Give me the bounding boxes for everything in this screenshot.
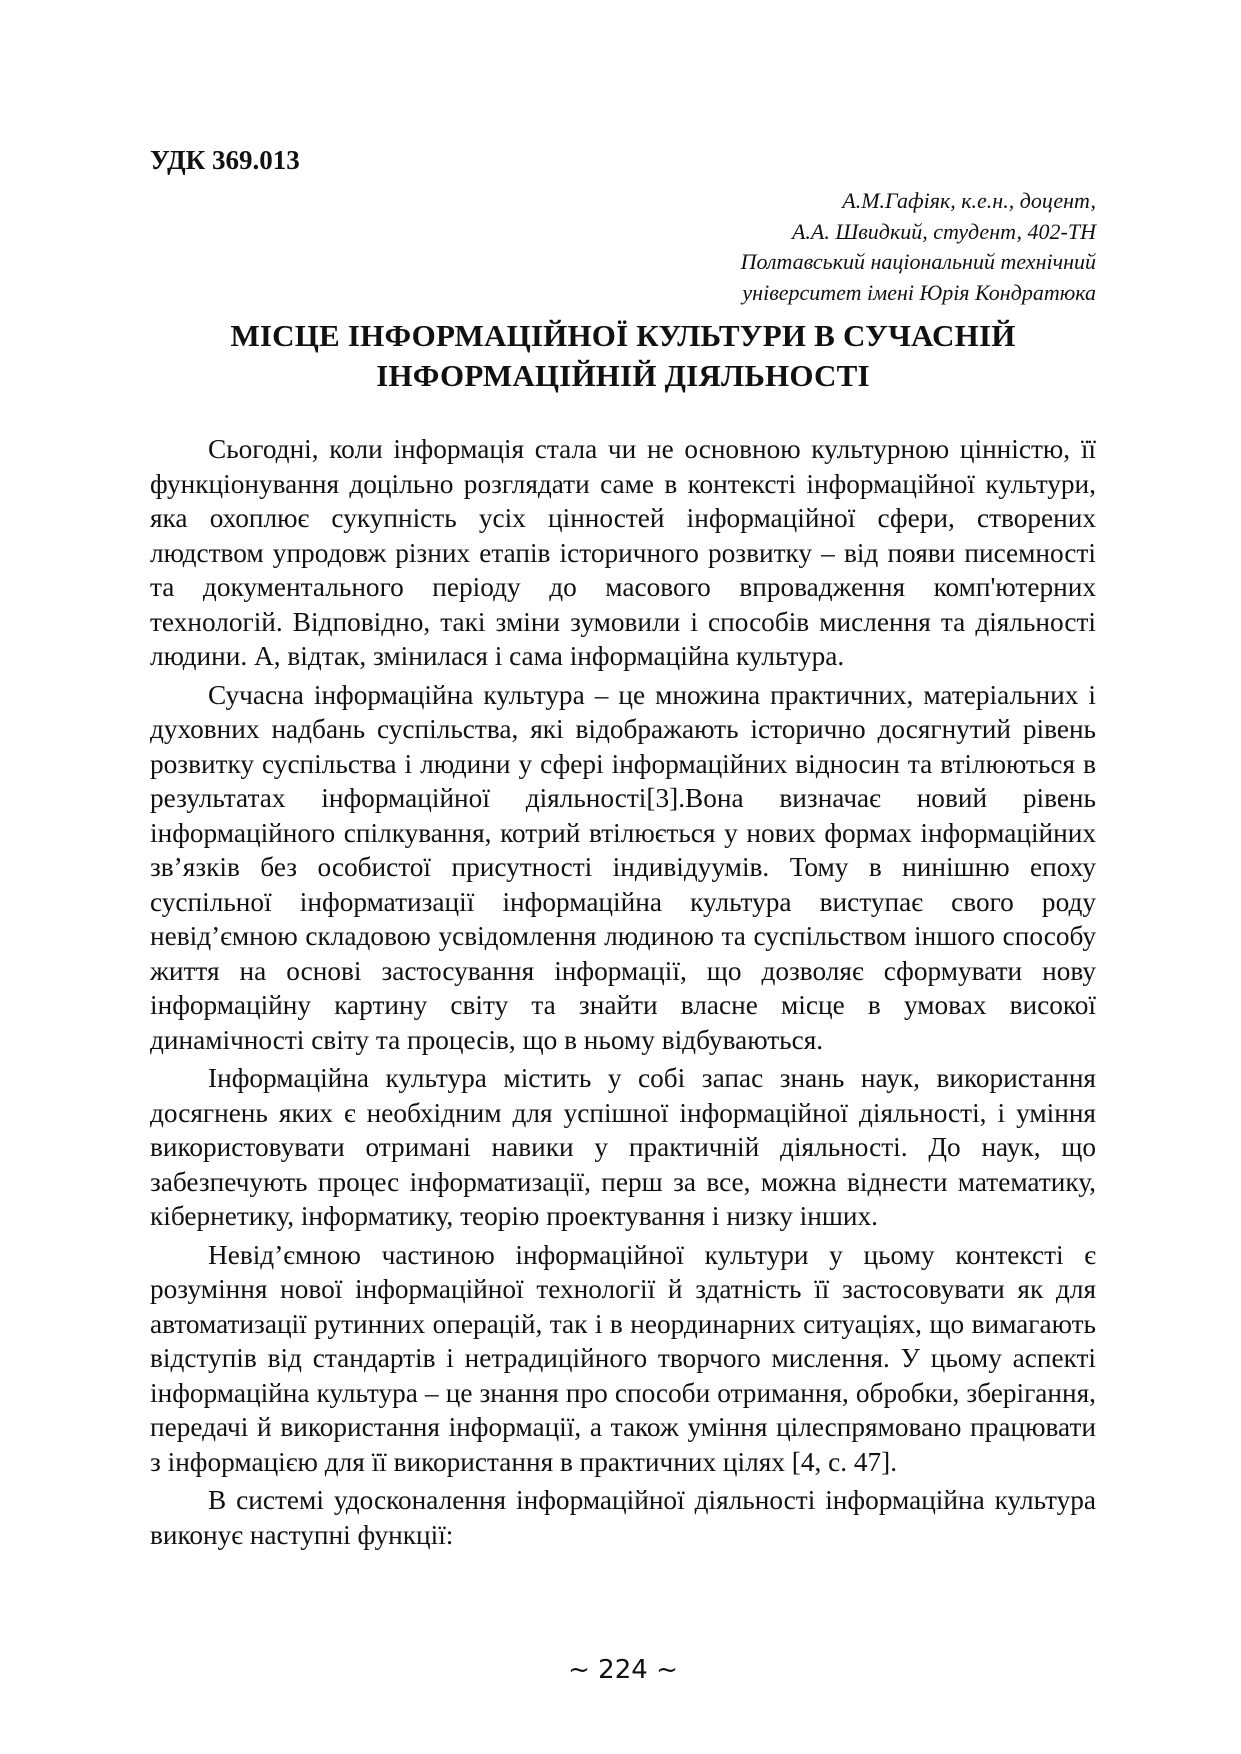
author-line-1: А.М.Гафіяк, к.е.н., доцент, bbox=[842, 188, 1096, 213]
title-line-1: МІСЦЕ ІНФОРМАЦІЙНОЇ КУЛЬТУРИ В СУЧАСНІЙ bbox=[230, 318, 1016, 353]
udk-code: УДК 369.013 bbox=[150, 145, 300, 175]
paragraph-1: Сьогодні, коли інформація стала чи не основною культурною цінністю, її функціонування доцільно розглядати саме в контексті інформаційної культури, яка охоплює сукупність усіх цінностей інформаційної сфери, створених людством упродовж різних етапів історичного розвитку – від появи писемності та документального періоду до масового впровадження комп'ютерних технологій. Відповідно, такі зміни зумовили і способів мислення та діяльності людини. А, відтак, змінилася і сама інформаційна культура. bbox=[150, 434, 1096, 671]
paragraph-3: Інформаційна культура містить у собі запас знань наук, використання досягнень яких є необхідним для успішної інформаційної діяльності, і уміння використовувати отримані навики у практичній діяльності. До наук, що забезпечують процес інформатизації, перш за все, можна віднести математику, кібернетику, інформатику, теорію проектування і низку інших. bbox=[150, 1063, 1096, 1231]
document-page bbox=[150, 0, 1096, 1754]
paragraph-4: Невід’ємною частиною інформаційної культури у цьому контексті є розуміння нової інформаційної технології й здатність її застосовувати як для автоматизації рутинних операцій, так і в неординарних ситуаціях, що вимагають відступів від стандартів і нетрадиційного творчого мислення. У цьому аспекті інформаційна культура – це знання про способи отримання, обробки, зберігання, передачі й використання інформації, а також уміння цілеспрямовано працювати з інформацією для її використання в практичних цілях [4, с. 47]. bbox=[150, 1239, 1096, 1477]
author-block bbox=[741, 186, 1096, 308]
page-number: ~ 224 ~ bbox=[568, 1655, 678, 1685]
title-line-2: ІНФОРМАЦІЙНІЙ ДІЯЛЬНОСТІ bbox=[376, 358, 870, 393]
article-title bbox=[150, 316, 1096, 396]
paragraph-2: Сучасна інформаційна культура – це множина практичних, матеріальних і духовних надбань суспільства, які відображають історично досягнутий рівень розвитку суспільства і людини у сфері інформаційних відносин та втілюються в результатах інформаційної діяльності[3].Вона визначає новий рівень інформаційного спілкування, котрий втілюється у нових формах інформаційних зв’язків без особистої присутності індивідуумів. Тому в нинішню епоху суспільної інформатизації інформаційна культура виступає свого роду невід’ємною складовою усвідомлення людиною та суспільством іншого способу життя на основі застосування інформації, що дозволяє сформувати нову інформаційну картину світу та знайти власне місце в умовах високої динамічності світу та процесів, що в ньому відбуваються. bbox=[150, 679, 1096, 1055]
article-body bbox=[150, 432, 1096, 1556]
affiliation-line-2: університет імені Юрія Кондратюка bbox=[742, 279, 1096, 305]
author-line-2: А.А. Швидкий, студент, 402-ТН bbox=[791, 218, 1096, 244]
paragraph-5: В системі удосконалення інформаційної діяльності інформаційна культура виконує наступні функції: bbox=[150, 1485, 1096, 1550]
affiliation-line-1: Полтавський національний технічний bbox=[740, 249, 1096, 274]
